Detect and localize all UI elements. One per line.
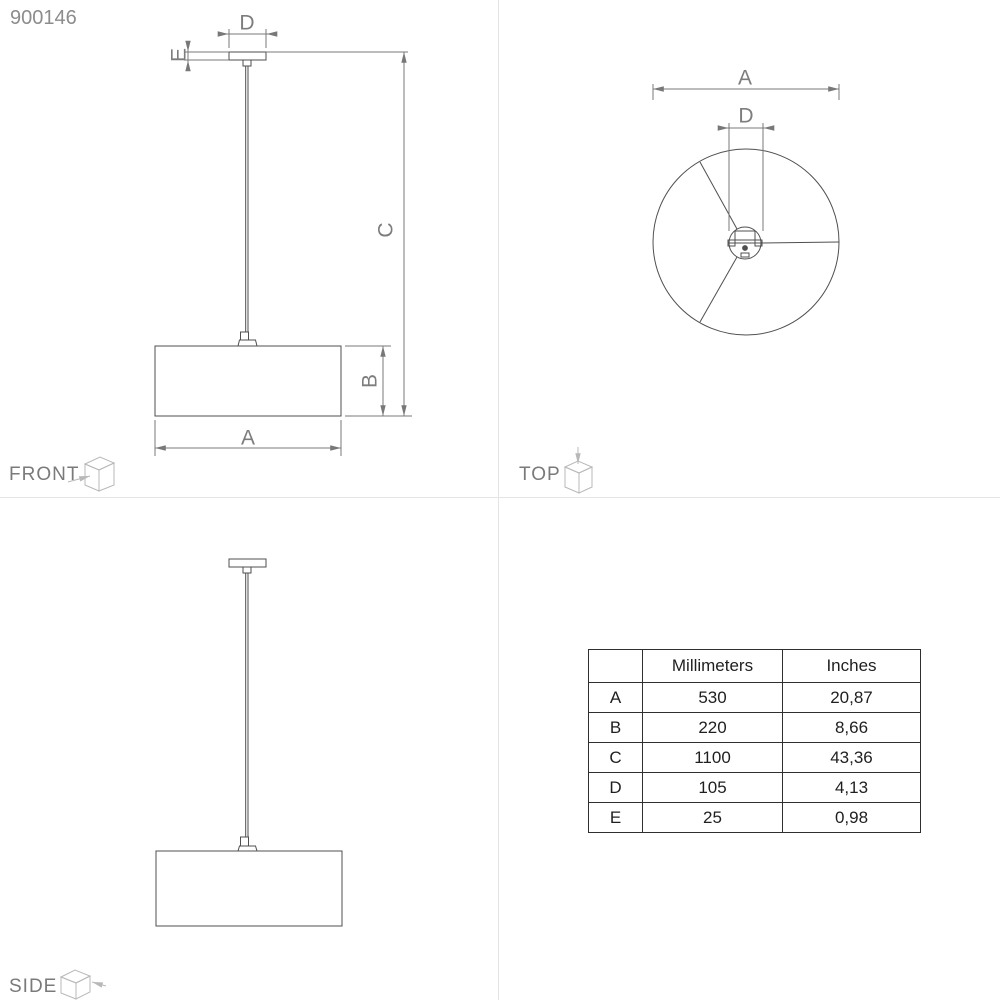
dim-mm: 220 [643, 713, 783, 743]
top-dim-label-a: A [737, 66, 753, 90]
top-dim-label-d: D [738, 104, 754, 128]
side-view-drawing [156, 559, 342, 926]
top-hub-detail [741, 253, 749, 257]
table-header-inches: Inches [783, 650, 921, 683]
front-socket-neck [241, 332, 249, 340]
table-row [589, 743, 921, 773]
dim-inches: 0,98 [783, 803, 921, 833]
dim-inches: 8,66 [783, 713, 921, 743]
top-hub-screw [743, 246, 748, 251]
table-row [589, 713, 921, 743]
front-socket-base [238, 340, 257, 346]
top-spokes [700, 162, 839, 322]
side-cord [246, 573, 248, 837]
dim-mm: 105 [643, 773, 783, 803]
front-dim-label-d: D [239, 11, 255, 35]
dim-mm: 25 [643, 803, 783, 833]
front-view-dimensions [155, 29, 412, 456]
table-row [589, 803, 921, 833]
side-socket-base [238, 846, 257, 851]
side-canopy [229, 559, 266, 567]
table-row [589, 773, 921, 803]
front-canopy [229, 52, 266, 60]
side-view-label: SIDE [9, 976, 58, 997]
top-view-label: TOP [519, 464, 561, 485]
top-view-drawing [653, 149, 839, 335]
table-header-millimeters: Millimeters [643, 650, 783, 683]
side-cord-connector [243, 567, 251, 573]
front-dim-label-a: A [240, 426, 256, 450]
table-header-letter [589, 650, 643, 683]
table-header-row [589, 650, 921, 683]
dim-mm: 530 [643, 683, 783, 713]
front-shade [155, 346, 341, 416]
dim-letter: E [589, 803, 643, 833]
dim-letter: C [589, 743, 643, 773]
top-hub-plate [735, 231, 755, 240]
dim-letter: B [589, 713, 643, 743]
front-view-drawing [155, 52, 341, 416]
dim-letter: A [589, 683, 643, 713]
side-view-cube-icon [61, 970, 106, 999]
side-shade [156, 851, 342, 926]
product-code: 900146 [10, 7, 77, 29]
front-dim-label-b: B [358, 373, 382, 389]
front-view-label: FRONT [9, 464, 80, 485]
dimensions-table [588, 649, 921, 833]
front-dim-label-c: C [374, 222, 398, 238]
dim-letter: D [589, 773, 643, 803]
dim-mm: 1100 [643, 743, 783, 773]
table-row [589, 683, 921, 713]
front-dim-label-e: E [167, 47, 191, 63]
dim-inches: 20,87 [783, 683, 921, 713]
side-socket-neck [241, 837, 249, 846]
dim-inches: 43,36 [783, 743, 921, 773]
dim-inches: 4,13 [783, 773, 921, 803]
front-cord-connector [243, 60, 251, 66]
front-cord [246, 66, 248, 332]
top-view-cube-icon [565, 447, 592, 493]
